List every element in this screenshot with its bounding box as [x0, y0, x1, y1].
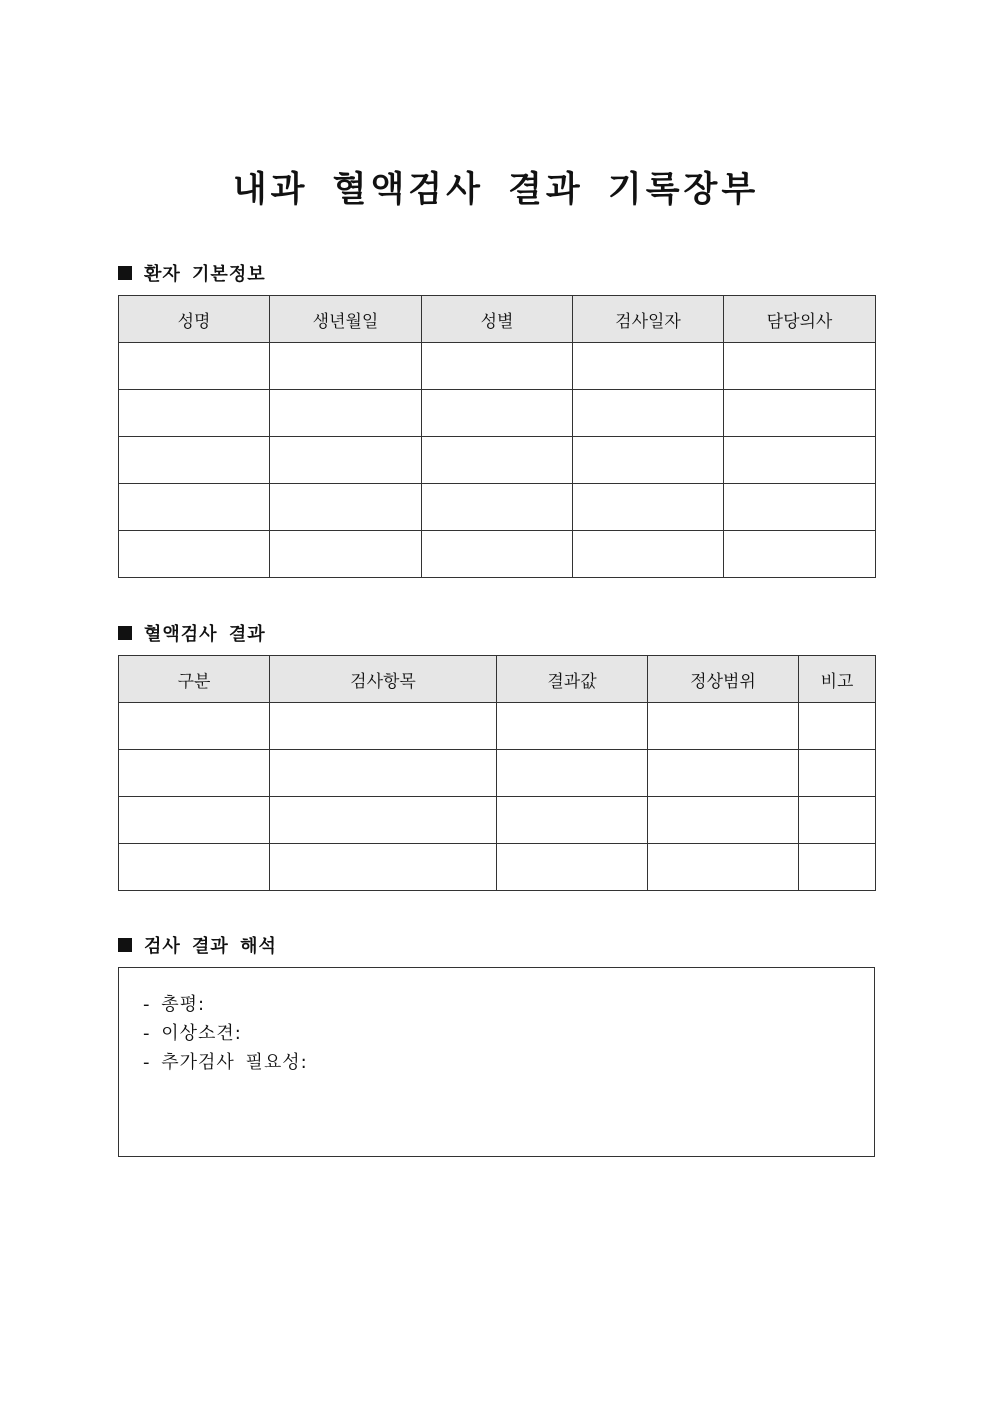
interpretation-section-label: 검사 결과 해석 [144, 936, 277, 957]
table-cell[interactable] [724, 484, 876, 531]
table-cell[interactable] [648, 844, 799, 891]
table-row [119, 484, 876, 531]
table-cell[interactable] [799, 844, 876, 891]
table-cell[interactable] [573, 343, 724, 390]
table-cell[interactable] [724, 343, 876, 390]
table-cell[interactable] [573, 484, 724, 531]
table-row [119, 531, 876, 578]
table-cell[interactable] [270, 703, 497, 750]
blood-test-result-table [118, 655, 876, 891]
column-header-category: 구분 [119, 656, 270, 703]
table-cell[interactable] [119, 797, 270, 844]
table-cell[interactable] [119, 390, 270, 437]
table-cell[interactable] [270, 390, 422, 437]
table-cell[interactable] [648, 797, 799, 844]
table-cell[interactable] [119, 750, 270, 797]
table-cell[interactable] [270, 484, 422, 531]
table-cell[interactable] [573, 531, 724, 578]
table-cell[interactable] [119, 844, 270, 891]
table-cell[interactable] [648, 703, 799, 750]
square-bullet-icon [118, 266, 132, 280]
table-header-row [119, 656, 876, 703]
column-header-note: 비고 [799, 656, 876, 703]
column-header-birthdate: 생년월일 [270, 296, 422, 343]
table-cell[interactable] [724, 531, 876, 578]
patient-section-label: 환자 기본정보 [144, 264, 266, 285]
table-cell[interactable] [119, 484, 270, 531]
table-cell[interactable] [799, 750, 876, 797]
column-header-gender: 성별 [422, 296, 573, 343]
result-section-label: 혈액검사 결과 [144, 624, 266, 645]
interpretation-box[interactable] [118, 967, 875, 1157]
table-cell[interactable] [422, 437, 573, 484]
table-cell[interactable] [497, 844, 648, 891]
table-cell[interactable] [422, 484, 573, 531]
table-cell[interactable] [497, 703, 648, 750]
table-row [119, 844, 876, 891]
table-cell[interactable] [119, 703, 270, 750]
table-cell[interactable] [270, 343, 422, 390]
table-cell[interactable] [724, 390, 876, 437]
square-bullet-icon [118, 626, 132, 640]
table-row [119, 703, 876, 750]
table-cell[interactable] [422, 343, 573, 390]
abnormal-findings-line: - 이상소견: [143, 1023, 242, 1044]
square-bullet-icon [118, 938, 132, 952]
table-cell[interactable] [497, 750, 648, 797]
column-header-result-value: 결과값 [497, 656, 648, 703]
patient-info-table [118, 295, 876, 578]
table-cell[interactable] [270, 750, 497, 797]
table-cell[interactable] [270, 797, 497, 844]
table-cell[interactable] [497, 797, 648, 844]
table-cell[interactable] [799, 703, 876, 750]
column-header-doctor: 담당의사 [724, 296, 876, 343]
table-cell[interactable] [119, 531, 270, 578]
table-row [119, 343, 876, 390]
document-title: 내과 혈액검사 결과 기록장부 [232, 170, 760, 210]
table-cell[interactable] [573, 437, 724, 484]
table-cell[interactable] [422, 531, 573, 578]
additional-test-line: - 추가검사 필요성: [143, 1052, 308, 1073]
table-row [119, 390, 876, 437]
interpretation-section-heading [118, 932, 277, 958]
table-row [119, 437, 876, 484]
column-header-normal-range: 정상범위 [648, 656, 799, 703]
summary-line: - 총평: [143, 994, 206, 1015]
table-header-row [119, 296, 876, 343]
table-cell[interactable] [119, 437, 270, 484]
table-cell[interactable] [119, 343, 270, 390]
patient-section-heading [118, 260, 266, 286]
table-row [119, 750, 876, 797]
table-cell[interactable] [270, 437, 422, 484]
table-row [119, 797, 876, 844]
table-cell[interactable] [724, 437, 876, 484]
column-header-name: 성명 [119, 296, 270, 343]
table-cell[interactable] [270, 844, 497, 891]
column-header-exam-date: 검사일자 [573, 296, 724, 343]
table-cell[interactable] [799, 797, 876, 844]
table-cell[interactable] [648, 750, 799, 797]
table-cell[interactable] [422, 390, 573, 437]
result-section-heading [118, 620, 266, 646]
table-cell[interactable] [573, 390, 724, 437]
column-header-test-item: 검사항목 [270, 656, 497, 703]
table-cell[interactable] [270, 531, 422, 578]
